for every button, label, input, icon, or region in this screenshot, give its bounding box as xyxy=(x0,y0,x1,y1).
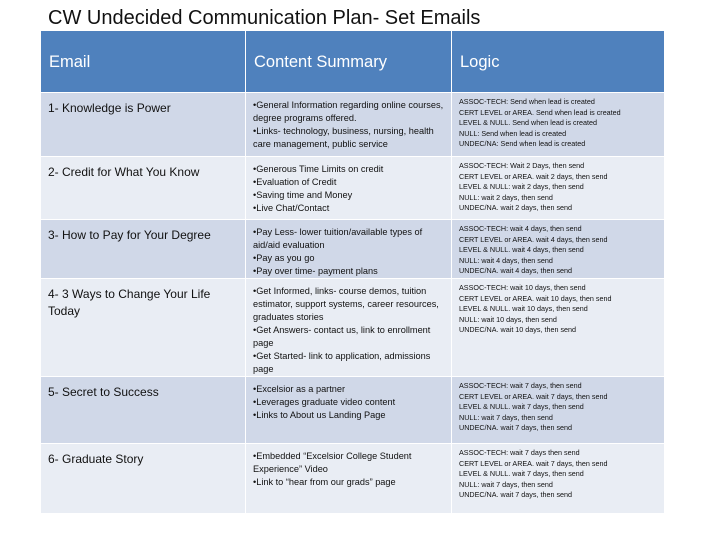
summary-line: •Pay over time- payment plans xyxy=(253,266,378,276)
summary-line: •Leverages graduate video content xyxy=(253,397,396,407)
table-row-summary xyxy=(246,219,452,278)
summary-line: •Embedded “Excelsior College Student Experience” Video xyxy=(253,451,415,474)
table-row-logic xyxy=(452,443,664,513)
table-row-email: 5- Secret to Success xyxy=(41,376,246,443)
table-row-email: 2- Credit for What You Know xyxy=(41,156,246,219)
logic-line: UNDEC/NA: Send when lead is created xyxy=(459,139,586,149)
summary-line: •Pay Less- lower tuition/available types of aid/aid evaluation xyxy=(253,227,425,250)
table-row-logic xyxy=(452,376,664,443)
table-row-email: 6- Graduate Story xyxy=(41,443,246,513)
logic-line: UNDEC/NA. wait 4 days, then send xyxy=(459,266,573,276)
logic-line: LEVEL & NULL. Send when lead is created xyxy=(459,118,597,128)
logic-line: CERT LEVEL or AREA. wait 7 days, then send xyxy=(459,458,608,468)
summary-line: •Excelsior as a partner xyxy=(253,384,346,394)
table-row-summary xyxy=(246,376,452,443)
table-row-email: 1- Knowledge is Power xyxy=(41,92,246,156)
logic-line: NULL: wait 10 days, then send xyxy=(459,314,557,324)
table-row-summary xyxy=(246,278,452,376)
summary-line: •Get Informed, links- course demos, tuition estimator, support systems, career resources, graduates stories xyxy=(253,286,442,322)
logic-line: NULL: wait 4 days, then send xyxy=(459,255,553,265)
summary-line: •Get Answers- contact us, link to enrollment page xyxy=(253,325,433,348)
logic-line: ASSOC-TECH: wait 7 days, then send xyxy=(459,381,582,390)
logic-line: LEVEL & NULL. wait 4 days, then send xyxy=(459,245,584,255)
table-row-email: 4- 3 Ways to Change Your Life Today xyxy=(41,278,246,376)
logic-line: LEVEL & NULL. wait 7 days, then send xyxy=(459,402,584,412)
table-row-logic xyxy=(452,92,664,156)
logic-line: LEVEL & NULL: wait 2 days, then send xyxy=(459,182,584,192)
table-row-logic xyxy=(452,219,664,278)
summary-line: •General Information regarding online courses, degree programs offered. xyxy=(253,100,446,123)
logic-line: CERT LEVEL or AREA. wait 4 days, then send xyxy=(459,234,608,244)
logic-line: NULL: Send when lead is created xyxy=(459,128,567,138)
logic-line: ASSOC-TECH: Send when lead is created xyxy=(459,97,595,106)
logic-line: CERT LEVEL or AREA. Send when lead is created xyxy=(459,107,621,117)
logic-line: CERT LEVEL or AREA. wait 2 days, then send xyxy=(459,171,608,181)
summary-line: •Link to “hear from our grads” page xyxy=(253,477,396,487)
logic-line: NULL: wait 7 days, then send xyxy=(459,412,553,422)
logic-line: NULL: wait 7 days, then send xyxy=(459,479,553,489)
logic-line: CERT LEVEL or AREA. wait 7 days, then send xyxy=(459,391,608,401)
table-row-email: 3- How to Pay for Your Degree xyxy=(41,219,246,278)
header-email: Email xyxy=(41,31,246,92)
logic-line: UNDEC/NA. wait 7 days, then send xyxy=(459,423,573,433)
table-row-summary xyxy=(246,156,452,219)
logic-line: NULL: wait 2 days, then send xyxy=(459,192,553,202)
table-row-summary xyxy=(246,443,452,513)
slide-title: CW Undecided Communication Plan- Set Emails xyxy=(48,7,481,29)
logic-line: UNDEC/NA. wait 10 days, then send xyxy=(459,325,577,335)
email-plan-table xyxy=(41,31,664,513)
summary-line: •Generous Time Limits on credit xyxy=(253,164,384,174)
logic-line: UNDEC/NA. wait 7 days, then send xyxy=(459,490,573,500)
summary-line: •Evaluation of Credit xyxy=(253,177,337,187)
logic-line: CERT LEVEL or AREA. wait 10 days, then send xyxy=(459,293,612,303)
summary-line: •Links- technology, business, nursing, health care management, public service xyxy=(253,126,437,149)
logic-line: ASSOC-TECH: wait 4 days, then send xyxy=(459,224,582,233)
logic-line: UNDEC/NA. wait 2 days, then send xyxy=(459,203,573,213)
table-row-logic xyxy=(452,156,664,219)
logic-line: LEVEL & NULL. wait 10 days, then send xyxy=(459,304,588,314)
logic-line: LEVEL & NULL. wait 7 days, then send xyxy=(459,469,584,479)
table-row-summary xyxy=(246,92,452,156)
table-row-logic xyxy=(452,278,664,376)
summary-line: •Links to About us Landing Page xyxy=(253,410,386,420)
logic-line: ASSOC-TECH: wait 7 days then send xyxy=(459,448,580,457)
header-logic: Logic xyxy=(452,31,664,92)
summary-line: •Pay as you go xyxy=(253,253,315,263)
logic-line: ASSOC-TECH: Wait 2 Days, then send xyxy=(459,161,585,170)
summary-line: •Saving time and Money xyxy=(253,190,353,200)
summary-line: •Get Started- link to application, admissions page xyxy=(253,351,433,374)
logic-line: ASSOC-TECH: wait 10 days, then send xyxy=(459,283,586,292)
header-content-summary: Content Summary xyxy=(246,31,452,92)
summary-line: •Live Chat/Contact xyxy=(253,203,330,213)
